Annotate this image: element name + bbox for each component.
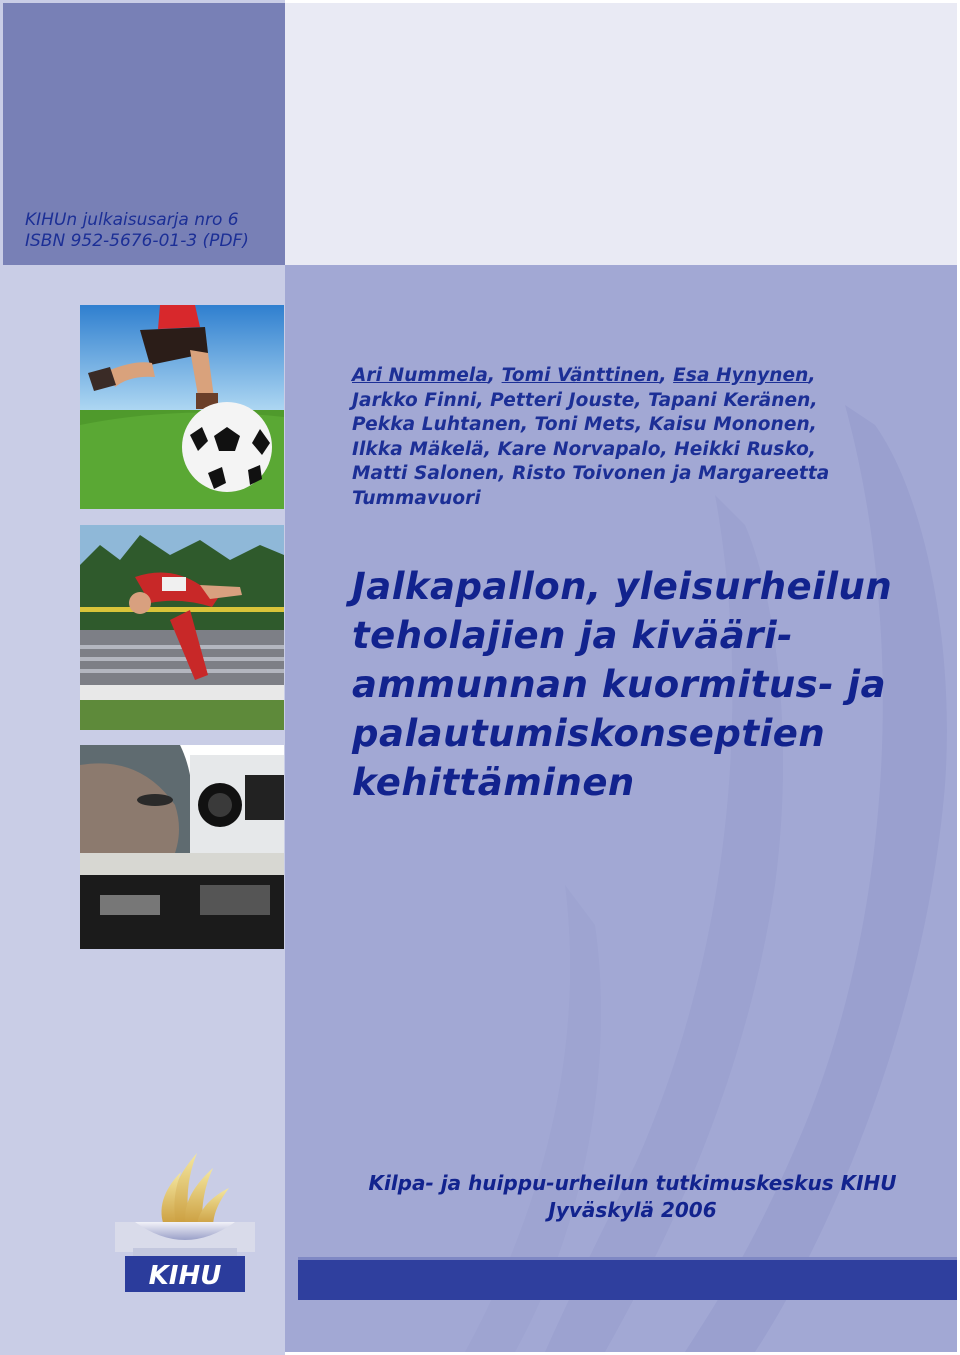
author-link-2[interactable]: Tomi Vänttinen: [501, 365, 660, 386]
isbn: ISBN 952-5676-01-3 (PDF): [25, 231, 249, 251]
authors-line-5: Matti Salonen, Risto Toivonen ja Margareetta: [352, 463, 830, 484]
bottom-bar: [298, 1257, 957, 1300]
high-jump-photo: [80, 525, 284, 730]
series-name: KIHUn julkaisusarja nro 6: [25, 210, 239, 230]
title-line-3: ammunnan kuormitus- ja: [352, 663, 887, 706]
authors-line-4: Ilkka Mäkelä, Kare Norvapalo, Heikki Rusko,: [352, 438, 817, 460]
top-right-panel: [285, 3, 957, 265]
kihu-logo: [105, 1148, 265, 1298]
title-line-4: palautumiskonseptien: [352, 712, 826, 755]
author-separator: ,: [659, 365, 674, 386]
publication-place-year: Jyväskylä 2006: [548, 1198, 717, 1222]
author-trailing-comma: ,: [808, 365, 816, 386]
author-separator: ,: [487, 365, 502, 386]
publisher-info: [330, 1170, 935, 1224]
authors-line-2: Jarkko Finni, Petteri Jouste, Tapani Keränen,: [352, 389, 818, 411]
authors-line-6: Tummavuori: [352, 487, 481, 509]
authors-line-3: Pekka Luhtanen, Toni Mets, Kaisu Mononen,: [352, 414, 817, 435]
title-line-5: kehittäminen: [352, 761, 635, 804]
title-line-1: Jalkapallon, yleisurheilun: [352, 565, 893, 608]
author-link-3[interactable]: Esa Hynynen: [673, 365, 809, 386]
authors-line-1: [352, 364, 932, 389]
series-info: [25, 210, 249, 252]
rifle-shooting-photo: [80, 745, 284, 949]
football-photo: [80, 305, 284, 509]
authors-list: [352, 364, 932, 511]
title-line-2: teholajien ja kivääri-: [352, 614, 794, 657]
author-link-1[interactable]: Ari Nummela: [352, 365, 488, 386]
publisher-name: Kilpa- ja huippu-urheilun tutkimuskeskus KIHU: [368, 1171, 897, 1195]
logo-text: KIHU: [148, 1261, 222, 1291]
document-title: [352, 562, 942, 807]
